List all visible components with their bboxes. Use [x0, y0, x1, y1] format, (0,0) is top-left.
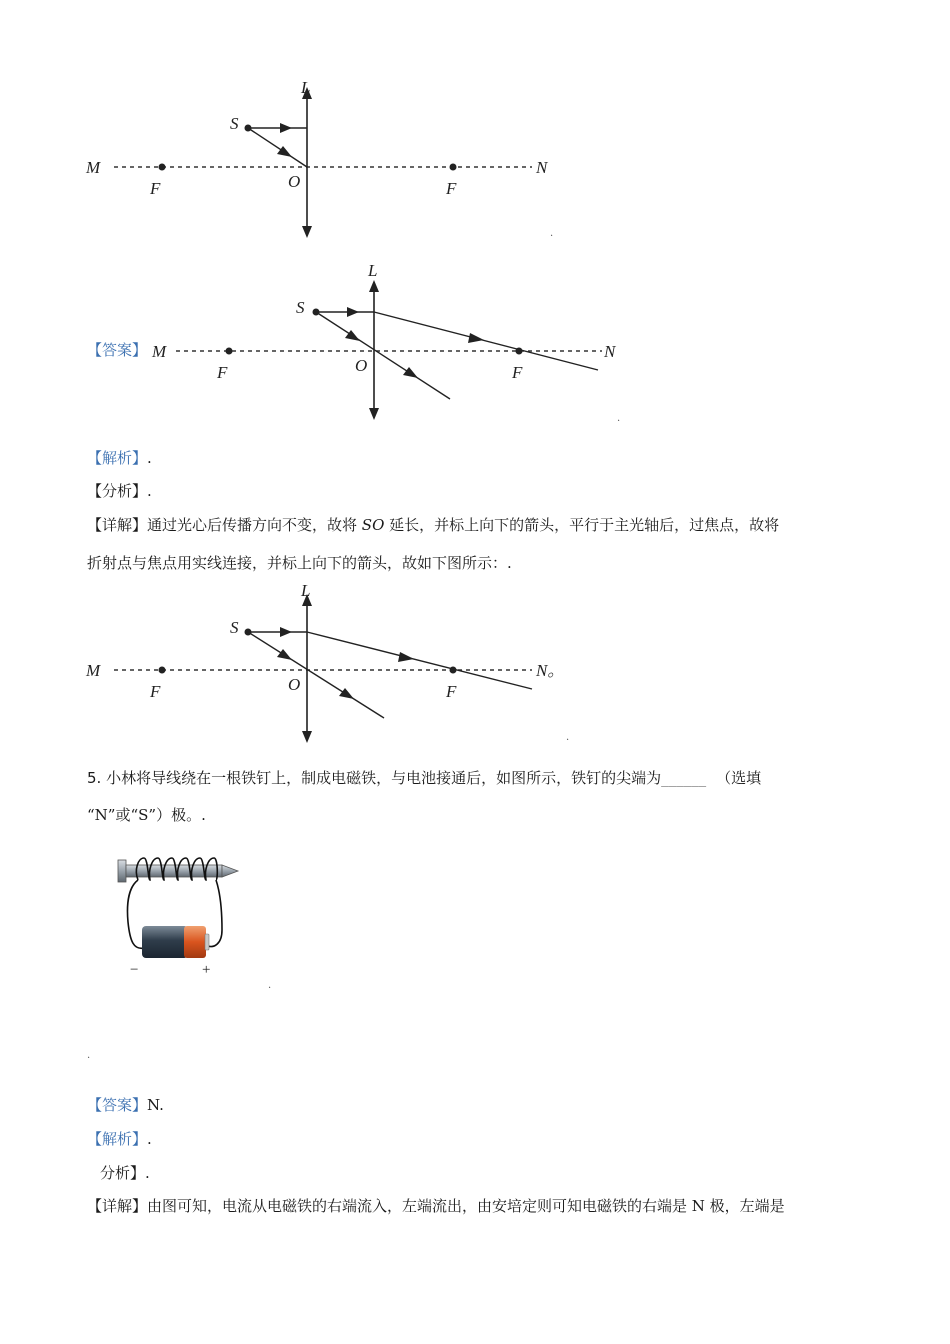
answer5-line: [87, 1095, 164, 1115]
battery: [142, 926, 209, 958]
ray-center: [316, 312, 450, 399]
detail-so: SO: [361, 516, 385, 534]
label-O: O: [288, 675, 301, 694]
detail-text-a: 通过光心后传播方向不变，故将: [147, 516, 362, 534]
ray-refracted-arrow: [468, 333, 484, 343]
ray-center-extend-arrow: [339, 688, 354, 699]
answer-tag: 【答案】: [87, 341, 148, 359]
label-O: O: [288, 172, 301, 191]
detail-line-2: [87, 553, 512, 573]
lens-diagram-question: [80, 75, 580, 250]
label-O: O: [355, 356, 368, 375]
lens-bottom-arrow: [302, 731, 312, 743]
label-L: L: [301, 581, 311, 600]
label-N-period: N。: [536, 661, 565, 680]
fenxi5-line: [100, 1163, 150, 1183]
answer-blank: ______: [661, 769, 707, 787]
detail5-line: [87, 1196, 785, 1216]
detail-tag: 【详解】: [87, 516, 148, 534]
label-F-left: F: [150, 682, 161, 701]
label-F-left: F: [217, 363, 228, 382]
label-M: M: [86, 661, 101, 680]
lens-bottom-arrow: [369, 408, 379, 420]
speck: .: [566, 732, 570, 743]
ray-refracted: [374, 312, 598, 370]
label-N: N: [536, 158, 548, 177]
ray-refracted: [307, 632, 532, 689]
electromagnet-figure: [110, 850, 280, 990]
fenxi-line: [87, 481, 152, 501]
question-text-b: （选填: [716, 769, 762, 787]
label-S: S: [230, 618, 239, 637]
analysis-tag: 【解析】: [87, 1130, 148, 1148]
detail-text-2: 折射点与焦点用实线连接，并标上向下的箭头，故如下图所示：.: [87, 554, 512, 572]
focus-left: [159, 164, 166, 171]
label-L: L: [301, 78, 311, 97]
speck: .: [617, 413, 621, 424]
fenxi-tail: .: [145, 1164, 150, 1182]
question5-line-2: [87, 805, 206, 825]
ray-center-arrow: [277, 649, 292, 660]
analysis-tail: .: [147, 449, 152, 467]
lens-bottom-arrow: [302, 226, 312, 238]
fenxi-tag: 【分析】: [87, 482, 148, 500]
focus-left: [159, 667, 166, 674]
fenxi-text: 分析】: [100, 1164, 146, 1182]
battery-plus-label: +: [202, 962, 211, 978]
answer-value: N.: [147, 1096, 164, 1114]
analysis-tail: .: [147, 1130, 152, 1148]
label-S: S: [296, 298, 305, 317]
label-F-left: F: [150, 179, 161, 198]
ray-center: [248, 128, 307, 167]
question-number: 5.: [87, 769, 102, 787]
label-F-right: F: [446, 682, 457, 701]
lens-diagram-answer: [150, 262, 630, 427]
wire-left: [127, 880, 144, 948]
wire-right: [208, 880, 222, 946]
ray-parallel-arrow: [280, 627, 292, 637]
analysis5-line: [87, 1129, 152, 1149]
analysis-tag: 【解析】: [87, 449, 148, 467]
label-M: M: [152, 342, 167, 361]
speck: .: [268, 980, 272, 991]
ray-parallel-arrow: [347, 307, 359, 317]
detail-text: 由图可知，电流从电磁铁的右端流入，左端流出，由安培定则可知电磁铁的右端是 N 极，左端是: [147, 1197, 785, 1215]
ray-center-arrow: [277, 146, 292, 157]
focus-left: [226, 348, 233, 355]
answer-tag: 【答案】: [87, 1096, 148, 1114]
label-L: L: [368, 262, 378, 280]
ray-refracted-arrow: [398, 652, 414, 662]
label-F-right: F: [512, 363, 523, 382]
battery-minus-label: −: [130, 962, 139, 978]
detail-tag: 【详解】: [87, 1197, 148, 1215]
detail-line-1: [87, 515, 779, 535]
focus-right: [450, 164, 457, 171]
detail-text-b: 延长，并标上向下的箭头，平行于主光轴后，过焦点，故将: [384, 516, 780, 534]
question-text-a: 小林将导线绕在一根铁钉上，制成电磁铁，与电池接通后，如图所示，铁钉的尖端为: [106, 769, 662, 787]
ray-center: [248, 632, 384, 718]
fenxi-tail: .: [147, 482, 152, 500]
question-text-2: “N”或“S”）极。.: [87, 806, 206, 824]
lens-diagram-explanation: [80, 578, 580, 748]
ray-center-extend-arrow: [403, 367, 418, 378]
speck: .: [87, 1050, 91, 1061]
label-N: N: [604, 342, 616, 361]
label-M: M: [86, 158, 101, 177]
label-F-right: F: [446, 179, 457, 198]
speck: .: [550, 228, 554, 239]
analysis-line: [87, 448, 152, 468]
label-S: S: [230, 114, 239, 133]
lens-top-arrow: [369, 280, 379, 292]
question5-line-1: [87, 768, 761, 788]
ray-parallel-arrow: [280, 123, 292, 133]
